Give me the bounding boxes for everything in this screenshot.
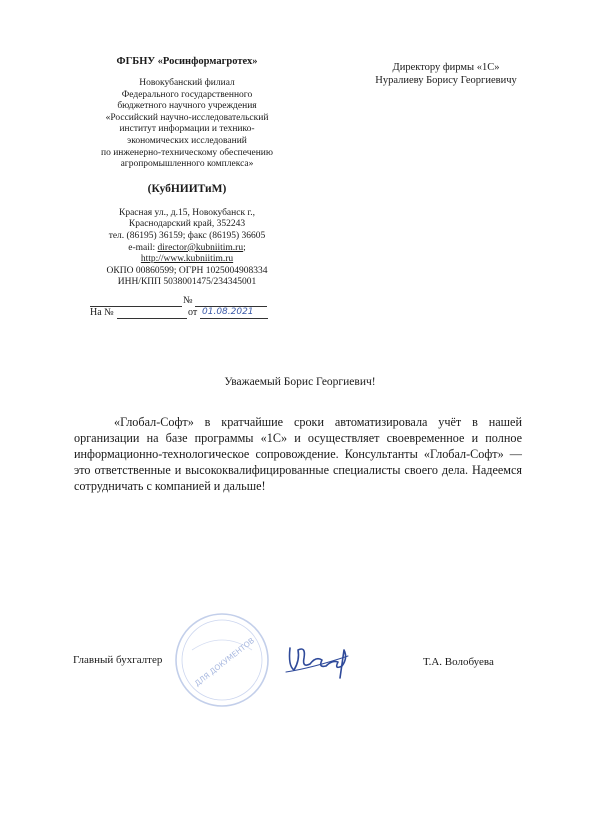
org-desc-line: агропромышленного комплекса» bbox=[120, 159, 254, 170]
org-contacts bbox=[82, 208, 292, 289]
incoming-number-field bbox=[117, 318, 187, 319]
address-line: Красная ул., д.15, Новокубанск г., bbox=[118, 207, 256, 218]
handwritten-date: 01.08.2021 bbox=[202, 307, 254, 317]
signatory-position: Главный бухгалтер bbox=[73, 654, 163, 666]
website-link[interactable]: http://www.kubniitim.ru bbox=[140, 254, 234, 265]
org-desc-line: Федерального государственного bbox=[121, 89, 253, 100]
inn-line: ИНН/КПП 5038001475/234345001 bbox=[117, 277, 257, 288]
on-number-label: На № bbox=[90, 307, 114, 318]
org-short-name: ФГБНУ «Росинформагротех» bbox=[116, 56, 258, 67]
recipient-line-2: Нуралиеву Борису Георгиевичу bbox=[375, 75, 517, 86]
website-line bbox=[82, 254, 292, 266]
okpo-line: ОКПО 00860599; ОГРН 1025004908334 bbox=[106, 265, 268, 276]
number-sign: № bbox=[183, 295, 193, 306]
org-desc-line: по инженерно-техническому обеспечению bbox=[101, 147, 273, 158]
org-description bbox=[82, 78, 292, 171]
incoming-reference-row bbox=[90, 307, 270, 321]
org-abbreviation: (КубНИИТиМ) bbox=[147, 182, 227, 195]
greeting: Уважаемый Борис Георгиевич! bbox=[224, 376, 376, 388]
org-desc-line: «Российский научно-исследовательский bbox=[105, 112, 269, 123]
letter-body: «Глобал-Софт» в кратчайшие сроки автоматизировала учёт в нашей организации на базе программы «1С» и осуществляет своевременное и полное информационно-технологическое сопровождение. Консультанты «Глобал-Софт» — это ответственные и высококвалифицированные специалисты своего дела. Надеемся сотрудничать с компанией и дальше! bbox=[74, 415, 522, 493]
recipient-block bbox=[346, 61, 546, 87]
email-link[interactable]: director@kubniitim.ru bbox=[157, 242, 244, 253]
org-desc-line: Новокубанский филиал bbox=[139, 78, 235, 88]
date-label: от bbox=[188, 307, 198, 318]
email-label: e-mail: bbox=[128, 242, 158, 253]
phone-line: тел. (86195) 36159; факс (86195) 36605 bbox=[108, 230, 266, 241]
org-header bbox=[82, 56, 292, 289]
email-suffix: ; bbox=[243, 242, 246, 253]
date-field bbox=[200, 318, 268, 319]
org-desc-line: экономических исследований bbox=[127, 135, 247, 146]
recipient-line-1: Директору фирмы «1С» bbox=[392, 62, 500, 73]
stamp bbox=[172, 610, 272, 710]
address-line: Краснодарский край, 352243 bbox=[128, 219, 246, 230]
signatory-name: Т.А. Волобуева bbox=[423, 656, 494, 668]
stamp-text: ДЛЯ ДОКУМЕНТОВ bbox=[192, 635, 257, 689]
email-line bbox=[82, 243, 292, 255]
handwritten-signature bbox=[282, 638, 354, 680]
org-desc-line: институт информации и технико- bbox=[119, 124, 255, 135]
org-desc-line: бюджетного научного учреждения bbox=[117, 101, 257, 112]
